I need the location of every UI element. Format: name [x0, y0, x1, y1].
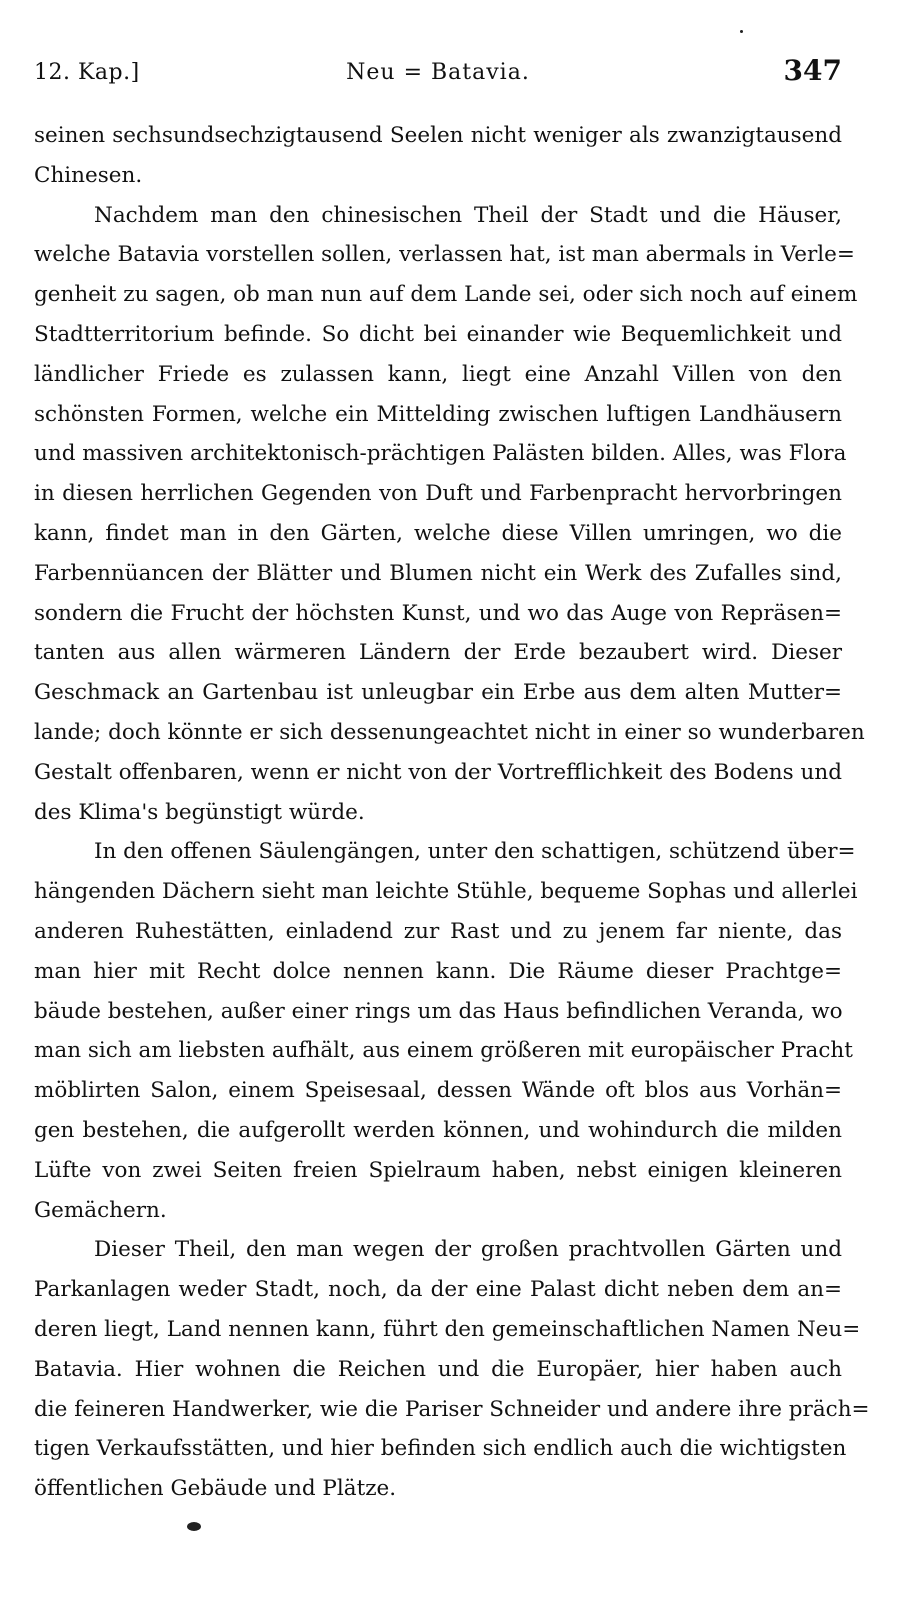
ink-speck [187, 1522, 201, 1531]
running-header [34, 52, 842, 92]
text-line: genheit zu sagen, ob man nun auf dem Lande sei, oder sich noch auf einem [34, 282, 858, 308]
text-line: Chinesen. [34, 162, 143, 188]
text-line: anderen Ruhestätten, einladend zur Rast und zu jenem far niente, das [34, 918, 842, 944]
text-line: öffentlichen Gebäude und Plätze. [34, 1476, 397, 1502]
text-line: Dieser Theil, den man wegen der großen prachtvollen Gärten und [94, 1237, 842, 1263]
text-line: In den offenen Säulengängen, unter den schattigen, schützend über= [94, 839, 856, 865]
text-line: schönsten Formen, welche ein Mittelding zwischen luftigen Landhäusern [34, 401, 842, 427]
text-line: gen bestehen, die aufgerollt werden können, und wohindurch die milden [34, 1117, 842, 1143]
body-text [34, 116, 870, 1509]
running-title: Neu = Batavia. [346, 60, 530, 85]
text-line: tanten aus allen wärmeren Ländern der Erde bezaubert wird. Dieser [34, 640, 842, 666]
text-line: die feineren Handwerker, wie die Pariser Schneider und andere ihre präch= [34, 1396, 870, 1422]
page-number: 347 [783, 54, 842, 87]
text-line: in diesen herrlichen Gegenden von Duft und Farbenpracht hervorbringen [34, 481, 842, 507]
text-line: seinen sechsundsechzigtausend Seelen nicht weniger als zwanzigtausend [34, 123, 842, 148]
text-line: Gemächern. [34, 1197, 167, 1223]
text-line: lande; doch könnte er sich dessenungeachtet nicht in einer so wunderbaren [34, 719, 865, 745]
text-line: Farbennüancen der Blätter und Blumen nicht ein Werk des Zufalles sind, [34, 560, 842, 586]
text-line: Lüfte von zwei Seiten freien Spielraum haben, nebst einigen kleineren [34, 1157, 842, 1183]
text-line: man sich am liebsten aufhält, aus einem größeren mit europäischer Pracht [34, 1038, 853, 1064]
text-line: ländlicher Friede es zulassen kann, liegt eine Anzahl Villen von den [34, 361, 842, 387]
text-line: Gestalt offenbaren, wenn er nicht von der Vortrefflichkeit des Bodens und [34, 759, 842, 785]
text-line: und massiven architektonisch-prächtigen Palästen bilden. Alles, was Flora [34, 441, 847, 467]
text-line: Stadtterritorium befinde. So dicht bei einander wie Bequemlichkeit und [34, 321, 842, 347]
text-line: Parkanlagen weder Stadt, noch, da der eine Palast dicht neben dem an= [34, 1277, 842, 1303]
chapter-label: 12. Kap.] [34, 60, 140, 85]
text-line: deren liegt, Land nennen kann, führt den gemeinschaftlichen Namen Neu= [34, 1316, 861, 1342]
text-line: Nachdem man den chinesischen Theil der Stadt und die Häuser, [94, 202, 842, 228]
ink-speck [740, 30, 743, 33]
text-line: tigen Verkaufsstätten, und hier befinden sich endlich auch die wichtigsten [34, 1436, 847, 1462]
text-line: welche Batavia vorstellen sollen, verlassen hat, ist man abermals in Verle= [34, 242, 855, 268]
text-line: kann, findet man in den Gärten, welche diese Villen umringen, wo die [34, 520, 842, 546]
text-line: möblirten Salon, einem Speisesaal, dessen Wände oft blos aus Vorhän= [34, 1078, 842, 1104]
text-line: man hier mit Recht dolce nennen kann. Die Räume dieser Prachtge= [34, 958, 842, 984]
text-line: hängenden Dächern sieht man leichte Stühle, bequeme Sophas und allerlei [34, 879, 858, 905]
text-line: des Klima's begünstigt würde. [34, 799, 365, 825]
text-line: Geschmack an Gartenbau ist unleugbar ein Erbe aus dem alten Mutter= [34, 680, 842, 706]
text-line: sondern die Frucht der höchsten Kunst, und wo das Auge von Repräsen= [34, 600, 842, 626]
text-line: Batavia. Hier wohnen die Reichen und die Europäer, hier haben auch [34, 1356, 842, 1382]
text-line: bäude bestehen, außer einer rings um das Haus befindlichen Veranda, wo [34, 998, 843, 1024]
